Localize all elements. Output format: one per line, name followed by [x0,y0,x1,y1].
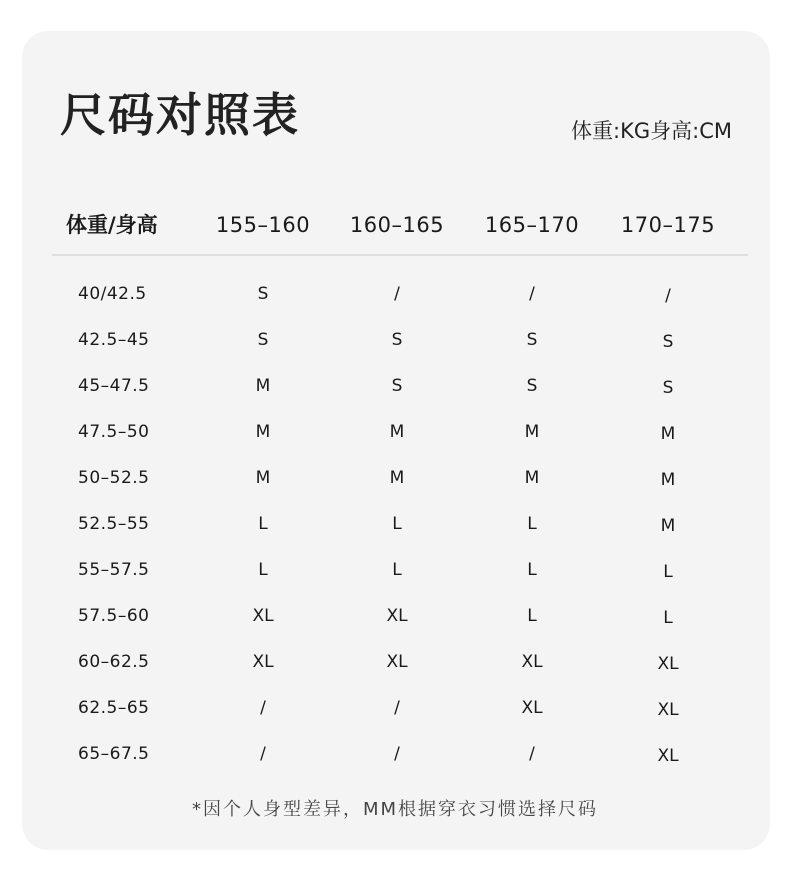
size-cell: S [257,284,269,304]
size-cell: S [391,376,403,396]
size-cell: / [260,698,266,718]
weight-cell: 50–52.5 [78,468,150,488]
size-cell: XL [521,698,543,718]
size-cell: XL [252,652,274,672]
size-cell: XL [386,652,408,672]
size-cell: L [258,560,268,580]
size-cell: XL [521,652,543,672]
table-row [0,645,790,691]
weight-cell: 45–47.5 [78,376,150,396]
column-header: 160–165 [349,213,445,237]
size-cell: XL [657,746,679,766]
table-row [0,553,790,599]
size-cell: L [663,608,673,628]
column-header: 165–170 [484,213,580,237]
weight-cell: 55–57.5 [78,560,150,580]
size-cell: M [524,422,540,442]
size-cell: M [389,422,405,442]
table-row [0,691,790,737]
size-cell: M [524,468,540,488]
size-cell: L [663,562,673,582]
weight-cell: 57.5–60 [78,606,150,626]
table-header [0,208,790,242]
size-cell: / [665,286,671,306]
table-row [0,277,790,323]
size-table-body [0,277,790,783]
weight-cell: 42.5–45 [78,330,150,350]
size-cell: / [529,284,535,304]
size-cell: M [255,422,271,442]
page-title: 尺码对照表 [60,88,300,142]
size-cell: M [255,468,271,488]
size-cell: M [660,470,676,490]
size-cell: / [260,744,266,764]
footnote: *因个人身型差异，MM根据穿衣习惯选择尺码 [191,799,599,820]
size-cell: S [662,332,674,352]
weight-cell: 52.5–55 [78,514,150,534]
size-cell: M [660,424,676,444]
size-cell: / [394,698,400,718]
table-row [0,323,790,369]
size-cell: L [258,514,268,534]
size-cell: XL [386,606,408,626]
size-cell: / [394,284,400,304]
table-row [0,369,790,415]
size-cell: S [257,330,269,350]
size-cell: M [255,376,271,396]
column-header: 155–160 [215,213,311,237]
size-cell: S [526,376,538,396]
size-cell: S [526,330,538,350]
table-row [0,737,790,783]
size-cell: XL [657,700,679,720]
size-cell: L [527,560,537,580]
size-cell: L [392,514,402,534]
header-divider [52,254,748,256]
size-cell: L [392,560,402,580]
size-cell: L [527,606,537,626]
table-row [0,599,790,645]
weight-cell: 62.5–65 [78,698,150,718]
size-cell: M [660,516,676,536]
table-row [0,507,790,553]
size-cell: XL [252,606,274,626]
column-header: 170–175 [620,213,716,237]
size-cell: XL [657,654,679,674]
size-cell: S [391,330,403,350]
weight-cell: 60–62.5 [78,652,150,672]
size-cell: M [389,468,405,488]
weight-cell: 40/42.5 [78,284,147,304]
unit-note: 体重:KG身高:CM [571,119,732,143]
table-row [0,461,790,507]
size-cell: L [527,514,537,534]
table-row [0,415,790,461]
size-cell: / [394,744,400,764]
corner-header: 体重/身高 [66,213,158,237]
size-cell: / [529,744,535,764]
size-cell: S [662,378,674,398]
weight-cell: 47.5–50 [78,422,150,442]
weight-cell: 65–67.5 [78,744,150,764]
